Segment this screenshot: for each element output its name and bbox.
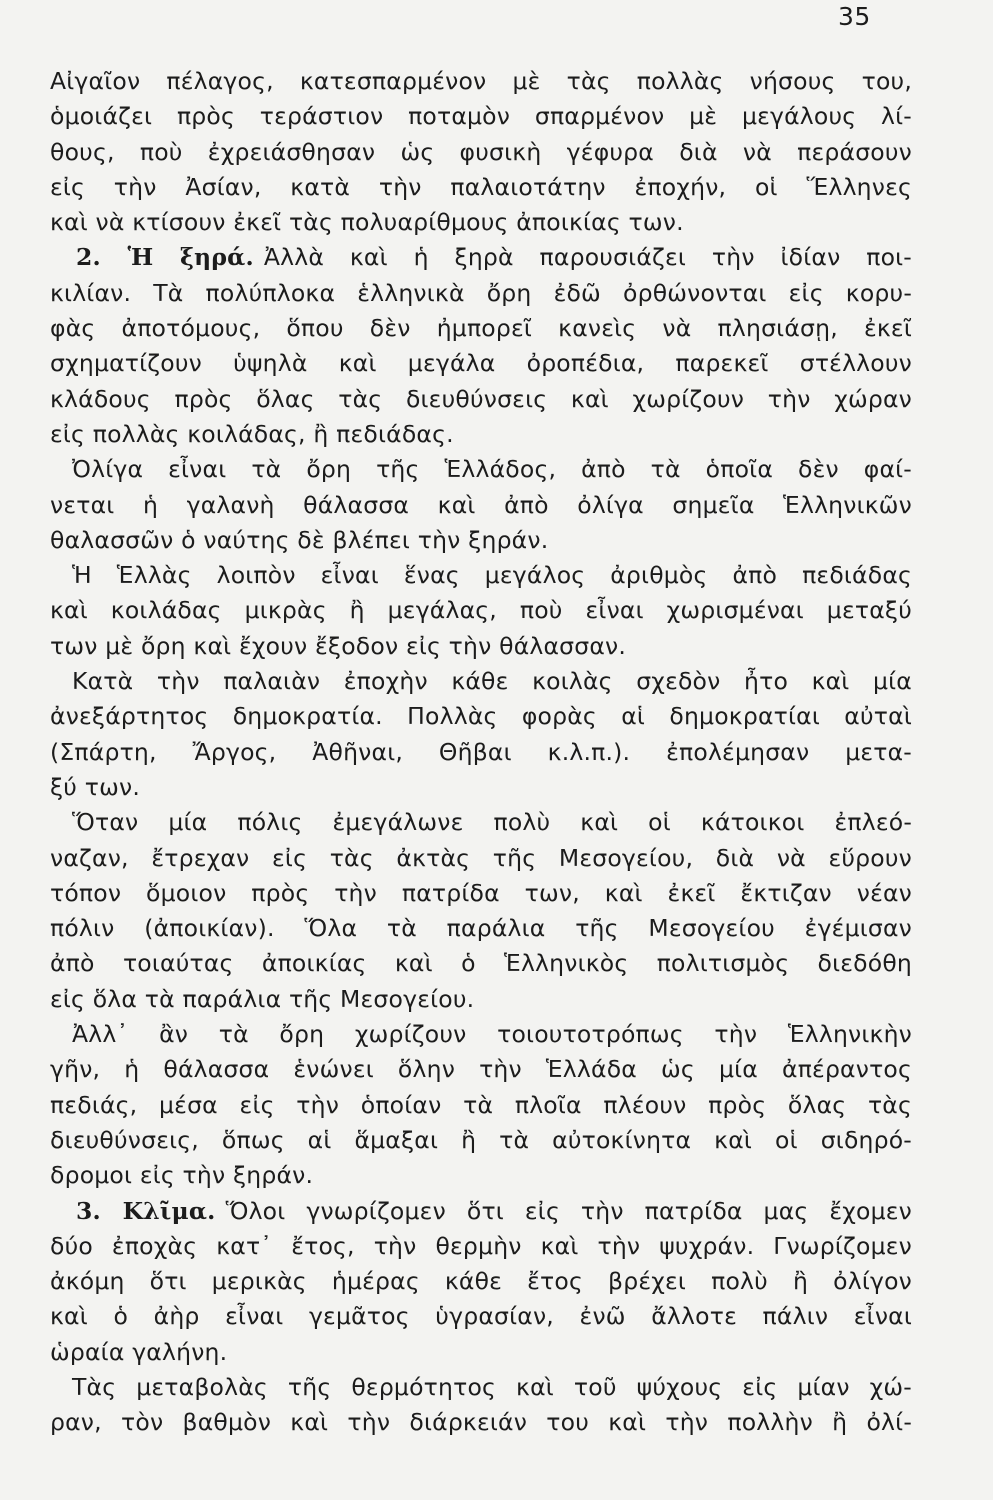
text-line: Ὀλίγα εἶναι τὰ ὄρη τῆς Ἑλλάδος, ἀπὸ τὰ ὁποῖα δὲν φαί- <box>72 455 912 484</box>
text-line: ὁμοιάζει πρὸς τεράστιον ποταμὸν σπαρμένον μὲ μεγάλους λί- <box>50 102 912 131</box>
text-line: καὶ ὁ ἀὴρ εἶναι γεμᾶτος ὑγρασίαν, ἐνῶ ἄλλοτε πάλιν εἶναι <box>50 1302 912 1331</box>
text-line: καὶ νὰ κτίσουν ἐκεῖ τὰς πολυαρίθμους ἀποικίας των. <box>50 208 684 237</box>
text-line: ἀκόμη ὅτι μερικὰς ἡμέρας κάθε ἔτος βρέχει πολὺ ἢ ὀλίγον <box>50 1267 912 1296</box>
text-line: Ἡ Ἑλλὰς λοιπὸν εἶναι ἕνας μεγάλος ἀριθμὸς ἀπὸ πεδιάδας <box>72 561 912 590</box>
text-line: δρομοι εἰς τὴν ξηράν. <box>50 1161 314 1190</box>
text-line: εἰς πολλὰς κοιλάδας, ἢ πεδιάδας. <box>50 419 454 448</box>
text-line: πεδιάς, μέσα εἰς τὴν ὁποίαν τὰ πλοῖα πλέουν πρὸς ὅλας τὰς <box>50 1090 912 1119</box>
text-line: καὶ κοιλάδας μικρὰς ἢ μεγάλας, ποὺ εἶναι χωρισμέναι μεταξύ <box>50 596 912 625</box>
section-2-body <box>50 276 912 1194</box>
text-line: Ὅταν μία πόλις ἐμεγάλωνε πολὺ καὶ οἱ κάτοικοι ἐπλεό- <box>72 808 912 837</box>
text-line: θους, ποὺ ἐχρειάσθησαν ὡς φυσικὴ γέφυρα διὰ νὰ περάσουν <box>50 137 912 166</box>
text-line: κλάδους πρὸς ὅλας τὰς διευθύνσεις καὶ χωρίζουν τὴν χώραν <box>50 384 912 413</box>
text-line: σχηματίζουν ὑψηλὰ καὶ μεγάλα ὀροπέδια, παρεκεῖ στέλλουν <box>50 349 912 378</box>
text-line: διευθύνσεις, ὅπως αἱ ἅμαξαι ἢ τὰ αὐτοκίνητα καὶ οἱ σιδηρό- <box>50 1125 912 1154</box>
section-2-lead-text: Ἀλλὰ καὶ ἡ ξηρὰ παρουσιάζει τὴν ἰδίαν ποι- <box>263 243 912 272</box>
text-line: δύο ἐποχὰς κατ᾽ ἔτος, τὴν θερμὴν καὶ τὴν ψυχράν. Γνωρίζομεν <box>50 1231 912 1260</box>
section-3-heading: 3. Κλῖμα. <box>76 1196 216 1225</box>
text-line: πόλιν (ἀποικίαν). Ὅλα τὰ παράλια τῆς Μεσογείου ἐγέμισαν <box>50 914 912 943</box>
text-line: φὰς ἀποτόμους, ὅπου δὲν ἠμπορεῖ κανεὶς νὰ πλησιάσῃ, ἐκεῖ <box>50 314 912 343</box>
text-line: νεται ἡ γαλανὴ θάλασσα καὶ ἀπὸ ὀλίγα σημεῖα Ἑλληνικῶν <box>50 490 912 519</box>
text-line: ἀνεξάρτητος δημοκρατία. Πολλὰς φορὰς αἱ δημοκρατίαι αὐταὶ <box>50 702 912 731</box>
text-line: κιλίαν. Τὰ πολύπλοκα ἑλληνικὰ ὄρη ἐδῶ ὀρθώνονται εἰς κορυ- <box>50 278 912 307</box>
text-line: Αἰγαῖον πέλαγος, κατεσπαρμένον μὲ τὰς πολλὰς νήσους του, <box>50 67 912 95</box>
text-line: γῆν, ἡ θάλασσα ἑνώνει ὅλην τὴν Ἑλλάδα ὡς μία ἀπέραντος <box>50 1055 912 1084</box>
section-3-lead-text: Ὅλοι γνωρίζομεν ὅτι εἰς τὴν πατρίδα μας ἔχομεν <box>225 1196 912 1225</box>
body-text <box>50 64 912 1441</box>
text-line: ὡραία γαλήνη. <box>50 1337 228 1366</box>
text-line: ξύ των. <box>50 772 140 801</box>
text-line: θαλασσῶν ὁ ναύτης δὲ βλέπει τὴν ξηράν. <box>50 525 549 554</box>
section-3-first-line <box>50 1194 912 1229</box>
section-2-first-line <box>50 240 912 275</box>
text-line: των μὲ ὄρη καὶ ἔχουν ἔξοδον εἰς τὴν θάλασσαν. <box>50 631 627 660</box>
text-line: Ἀλλ᾽ ἂν τὰ ὄρη χωρίζουν τοιουτοτρόπως τὴν Ἑλληνικὴν <box>72 1020 912 1049</box>
text-line: τόπον ὅμοιον πρὸς τὴν πατρίδα των, καὶ ἐκεῖ ἔκτιζαν νέαν <box>50 878 912 907</box>
text-line: εἰς τὴν Ἀσίαν, κατὰ τὴν παλαιοτάτην ἐποχήν, οἱ Ἕλληνες <box>50 172 912 201</box>
text-line: (Σπάρτη, Ἄργος, Ἀθῆναι, Θῆβαι κ.λ.π.). ἐπολέμησαν μετα- <box>50 737 912 766</box>
section-2-heading: 2. Ἡ ξηρά. <box>76 243 254 272</box>
text-line: ἀπὸ τοιαύτας ἀποικίας καὶ ὁ Ἑλληνικὸς πολιτισμὸς διεδόθη <box>50 949 912 978</box>
text-line: ναζαν, ἔτρεχαν εἰς τὰς ἀκτὰς τῆς Μεσογείου, διὰ νὰ εὕρουν <box>50 843 912 872</box>
text-line: Τὰς μεταβολὰς τῆς θερμότητος καὶ τοῦ ψύχους εἰς μίαν χώ- <box>72 1372 912 1401</box>
section-3-body <box>50 1229 912 1441</box>
text-line: Κατὰ τὴν παλαιὰν ἐποχὴν κάθε κοιλὰς σχεδὸν ἦτο καὶ μία <box>72 667 912 696</box>
text-line: εἰς ὅλα τὰ παράλια τῆς Μεσογείου. <box>50 984 475 1013</box>
page-number: 35 <box>838 2 871 31</box>
text-line: ραν, τὸν βαθμὸν καὶ τὴν διάρκειάν του καὶ τὴν πολλὴν ἢ ὀλί- <box>50 1408 912 1437</box>
paragraph-aegean <box>50 64 912 240</box>
